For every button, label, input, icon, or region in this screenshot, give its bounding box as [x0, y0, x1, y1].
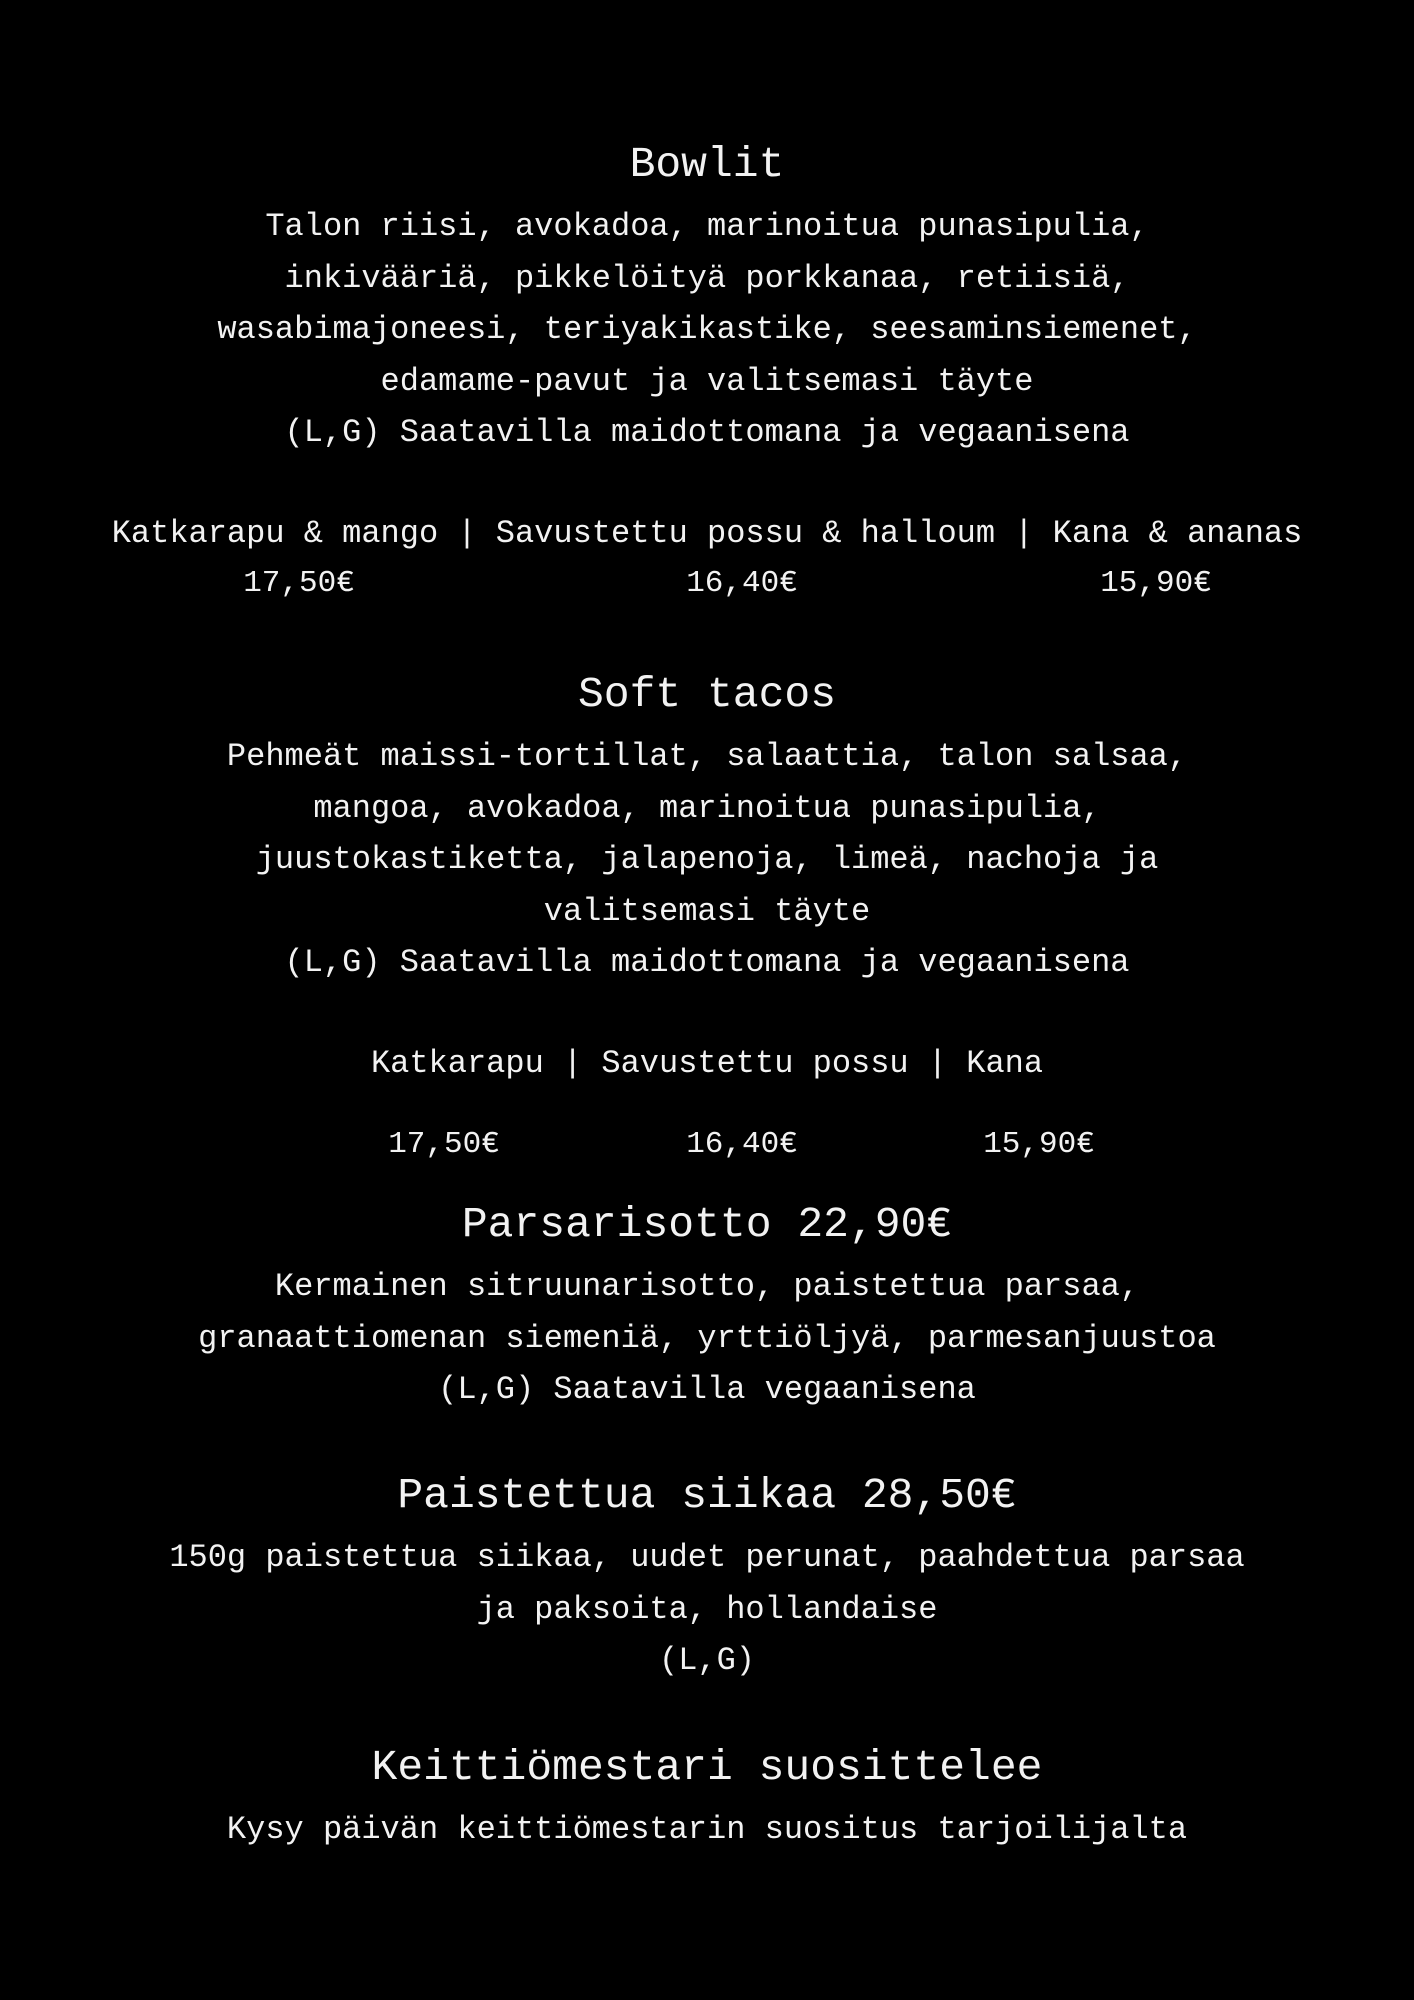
bowls-section	[0, 139, 1414, 459]
tacos-desc-line: Pehmeät maissi-tortillat, salaattia, talon salsaa,	[226, 738, 1188, 775]
tacos-description	[0, 731, 1414, 989]
tacos-prices	[0, 1125, 1414, 1165]
whitefish-section	[0, 1470, 1414, 1687]
bowls-prices	[0, 564, 1414, 604]
tacos-desc-line: valitsemasi täyte	[543, 892, 871, 930]
bowls-dietary-note: (L,G) Saatavilla maidottomana ja vegaanisena	[284, 414, 1130, 451]
risotto-title: Parsarisotto 22,90€	[461, 1200, 953, 1249]
risotto-dietary-note: (L,G) Saatavilla vegaanisena	[438, 1371, 976, 1408]
chef-desc-line: Kysy päivän keittiömestarin suositus tarjoilijalta	[226, 1811, 1188, 1848]
bowls-options: Katkarapu & mango | Savustettu possu & halloum | Kana & ananas	[111, 515, 1303, 552]
tacos-title: Soft tacos	[577, 670, 837, 719]
bowls-title: Bowlit	[629, 140, 785, 189]
whitefish-title: Paistettua siikaa 28,50€	[397, 1471, 1017, 1520]
risotto-section	[0, 1199, 1414, 1416]
chef-description	[0, 1804, 1414, 1856]
tacos-dietary-note: (L,G) Saatavilla maidottomana ja vegaanisena	[284, 944, 1130, 981]
bowls-description	[0, 201, 1414, 459]
risotto-desc-line: granaattiomenan siemeniä, yrttiöljyä, parmesanjuustoa	[198, 1319, 1216, 1357]
tacos-price-chicken: 15,90€	[983, 1127, 1095, 1162]
bowls-price-chicken: 15,90€	[1100, 566, 1212, 601]
tacos-desc-line: juustokastiketta, jalapenoja, limeä, nachoja ja	[255, 841, 1159, 878]
bowls-price-shrimp: 17,50€	[243, 566, 355, 601]
tacos-options: Katkarapu | Savustettu possu | Kana	[370, 1045, 1044, 1082]
bowls-desc-line: edamame-pavut ja valitsemasi täyte	[380, 362, 1034, 400]
chef-section	[0, 1742, 1414, 1856]
whitefish-desc-line: ja paksoita, hollandaise	[476, 1590, 938, 1628]
risotto-description	[0, 1261, 1414, 1416]
tacos-section	[0, 669, 1414, 989]
tacos-price-pork: 16,40€	[686, 1127, 798, 1162]
risotto-desc-line: Kermainen sitruunarisotto, paistettua parsaa,	[274, 1268, 1140, 1305]
bowls-price-pork: 16,40€	[686, 566, 798, 601]
whitefish-desc-line: 150g paistettua siikaa, uudet perunat, paahdettua parsaa	[169, 1539, 1245, 1576]
bowls-desc-line: inkivääriä, pikkelöityä porkkanaa, retiisiä,	[284, 259, 1130, 297]
whitefish-description	[0, 1532, 1414, 1687]
whitefish-dietary-note: (L,G)	[658, 1642, 755, 1679]
chef-title: Keittiömestari suosittelee	[371, 1743, 1043, 1792]
bowls-desc-line: wasabimajoneesi, teriyakikastike, seesaminsiemenet,	[217, 311, 1197, 348]
tacos-desc-line: mangoa, avokadoa, marinoitua punasipulia,	[313, 789, 1101, 827]
bowls-desc-line: Talon riisi, avokadoa, marinoitua punasipulia,	[265, 208, 1149, 245]
tacos-price-shrimp: 17,50€	[388, 1127, 500, 1162]
